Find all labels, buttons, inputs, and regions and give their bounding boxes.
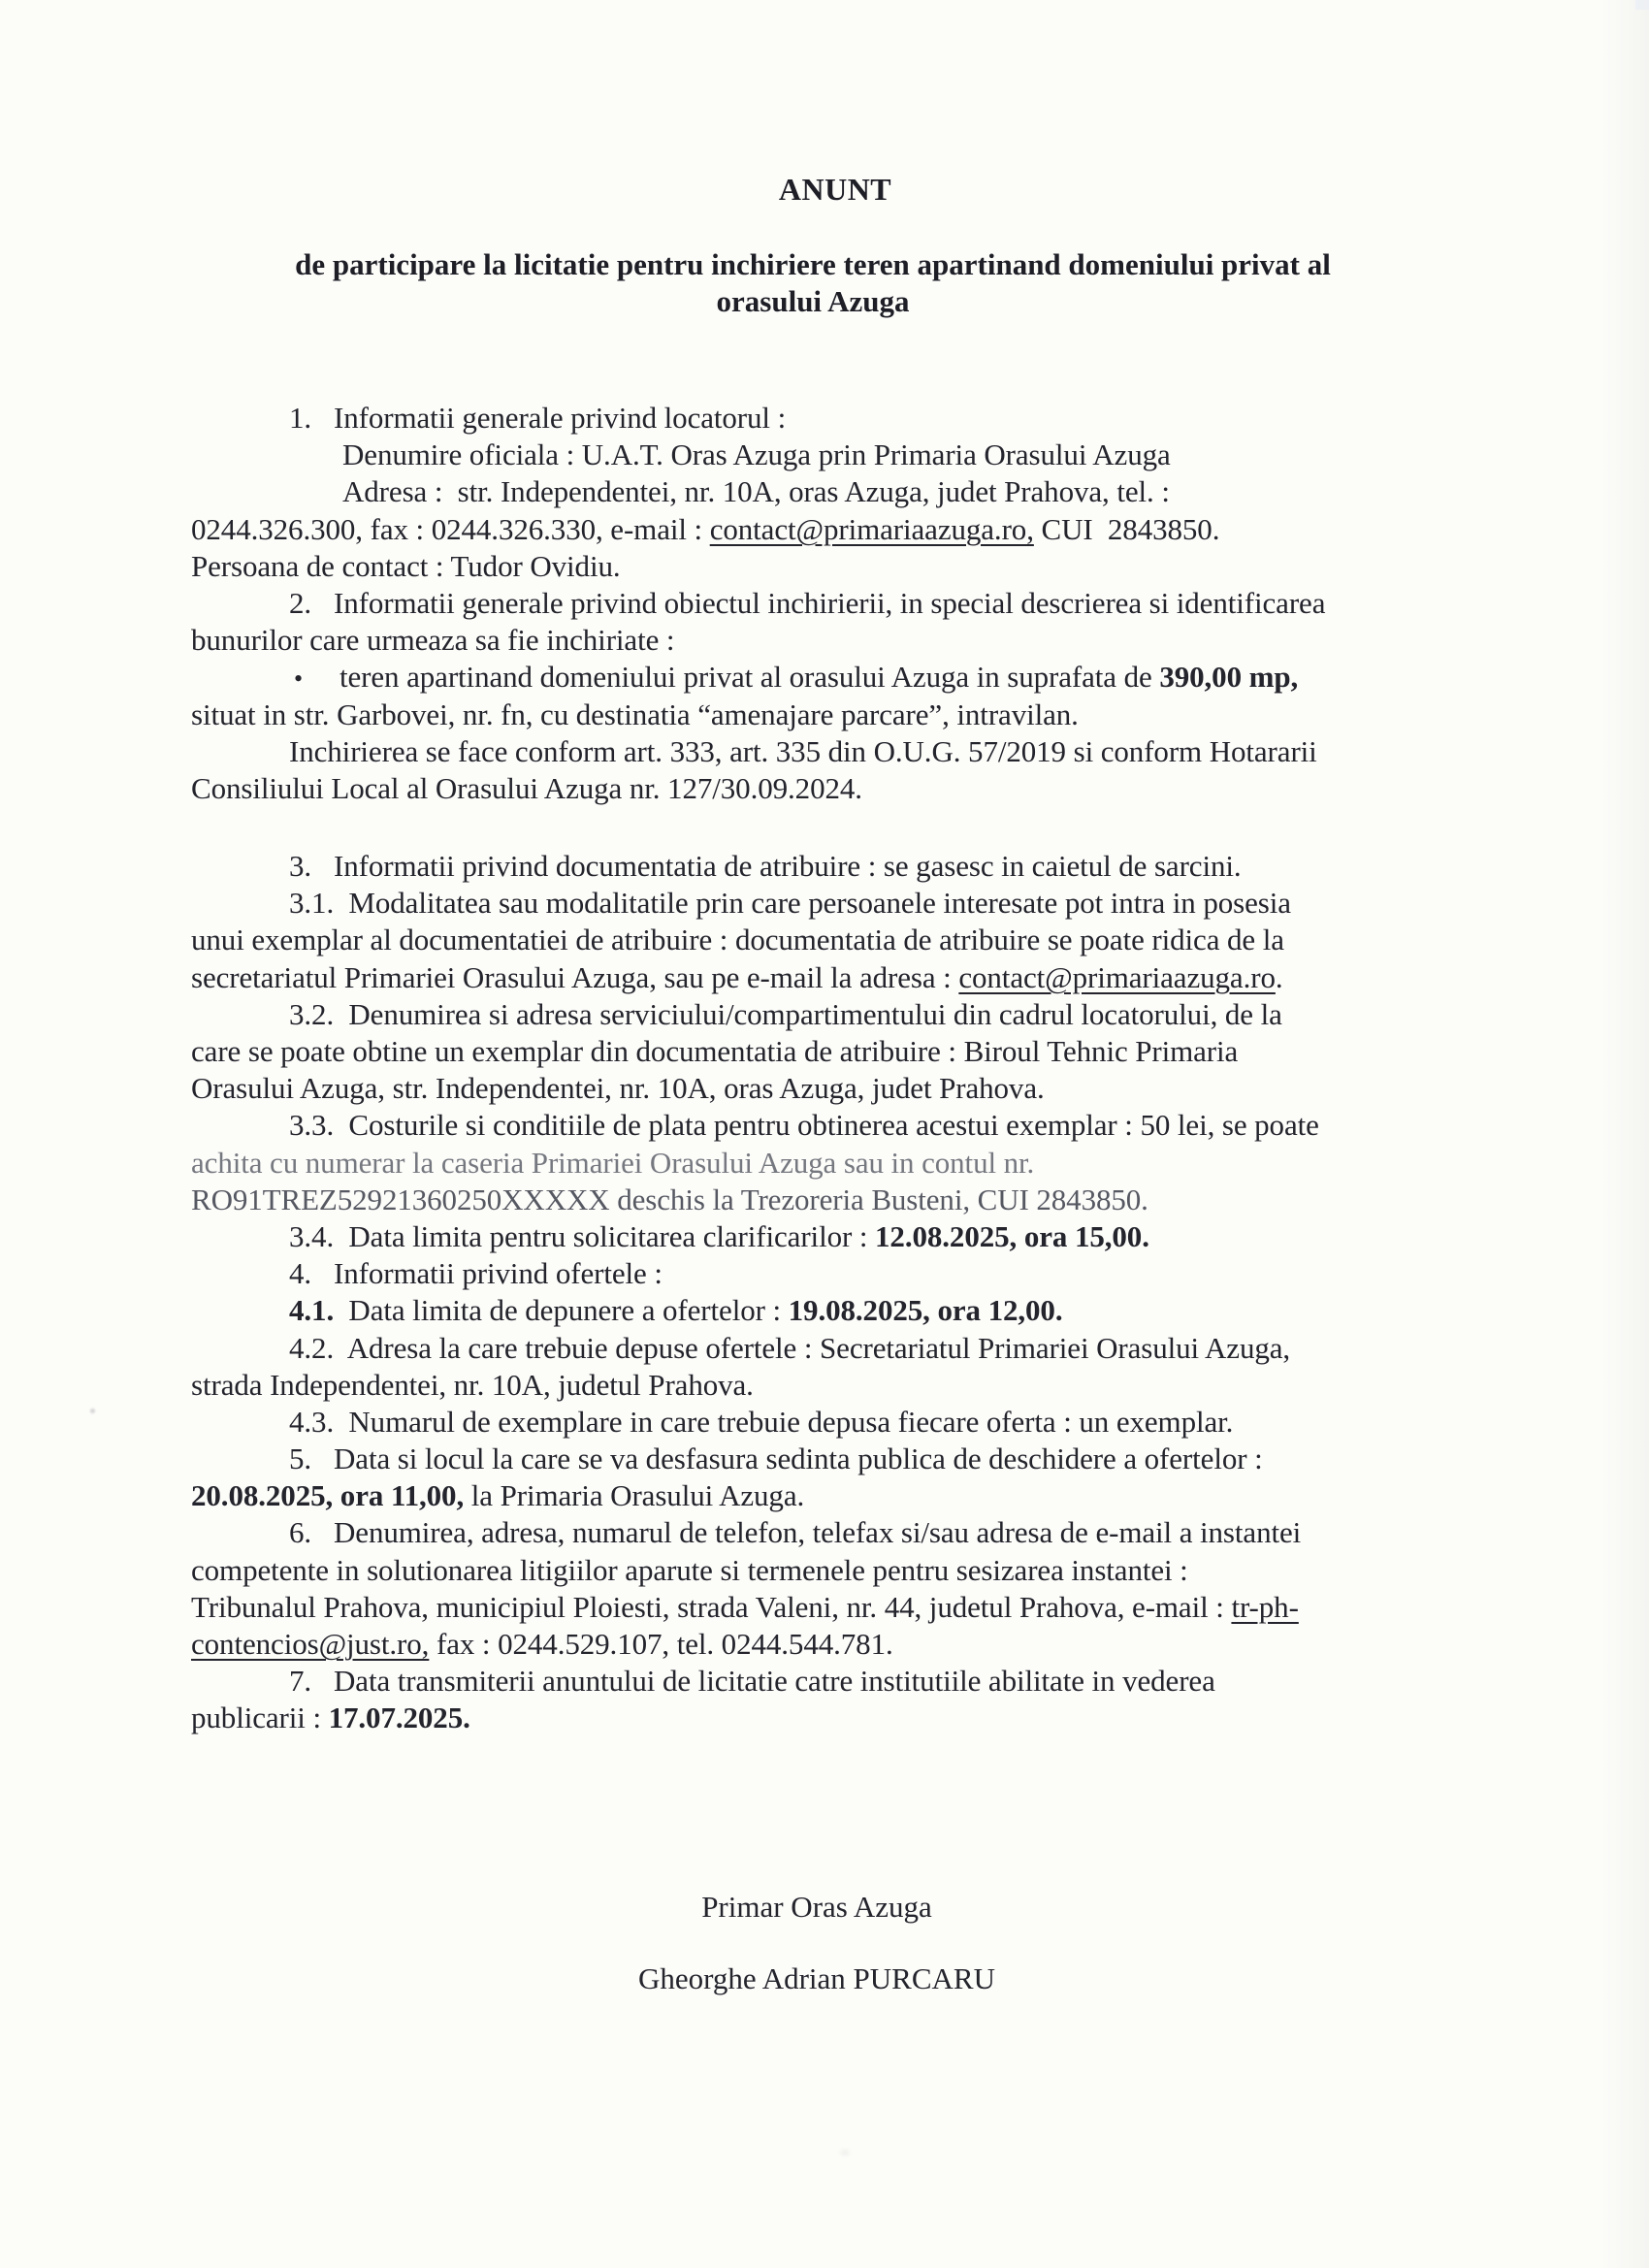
text-run: 3.4. Data limita pentru solicitarea clarificarilor :	[289, 1218, 876, 1253]
text-run: Persoana de contact : Tudor Ovidiu.	[191, 548, 621, 583]
text-run: Consiliului Local al Orasului Azuga nr. 127/30.09.2024.	[191, 770, 862, 805]
text-run: 5. Data si locul la care se va desfasura sedinta publica de deschidere a ofertelor :	[289, 1442, 1263, 1476]
text-run: 2. Informatii generale privind obiectul inchirierii, in special descrierea si identificarea	[289, 585, 1326, 620]
text-run: care se poate obtine un exemplar din documentatia de atribuire : Biroul Tehnic Primaria	[191, 1034, 1239, 1068]
doc-line	[191, 1145, 1442, 1182]
doc-line	[191, 1700, 1442, 1736]
doc-line	[191, 400, 1442, 437]
text-run: CUI 2843850.	[1033, 511, 1220, 546]
text-run: 4.1.	[289, 1293, 335, 1328]
doc-line	[191, 848, 1442, 885]
page-title: ANUNT	[778, 172, 892, 207]
text-run: 3. Informatii privind documentatia de atribuire : se gasesc in caietul de sarcini.	[289, 849, 1242, 884]
doc-line	[191, 1033, 1442, 1070]
title-block	[0, 0, 1649, 320]
doc-line	[191, 1552, 1442, 1589]
text-run: .	[1275, 959, 1283, 994]
doc-line	[191, 1107, 1442, 1144]
text-run: 12.08.2025, ora 15,00.	[875, 1218, 1149, 1253]
signature-name: Gheorghe Adrian PURCARU	[638, 1960, 995, 1995]
text-run: achita cu numerar la caseria Primariei Orasului Azuga sau in contul nr.	[191, 1145, 1035, 1180]
text-run: 20.08.2025, ora 11,00,	[191, 1478, 465, 1513]
doc-line	[191, 1626, 1442, 1663]
doc-line	[191, 1367, 1442, 1404]
text-run: 390,00 mp,	[1159, 660, 1299, 695]
doc-line	[191, 770, 1442, 807]
scan-artifact	[90, 1409, 95, 1413]
doc-line	[191, 1663, 1442, 1700]
doc-line	[191, 885, 1442, 922]
scan-edge-artifact	[1635, 0, 1649, 10]
doc-line	[191, 922, 1442, 958]
subtitle-line: orasului Azuga	[716, 284, 910, 318]
text-run: Tribunalul Prahova, municipiul Ploiesti, strada Valeni, nr. 44, judetul Prahova, e-mail :	[191, 1589, 1232, 1624]
doc-line	[191, 959, 1442, 996]
text-run: tr-ph-	[1231, 1589, 1299, 1624]
text-run: 1. Informatii generale privind locatorul :	[289, 401, 787, 435]
text-run: RO91TREZ52921360250XXXXX deschis la Trezoreria Busteni, CUI 2843850.	[191, 1182, 1148, 1216]
doc-line	[191, 622, 1442, 659]
doc-line	[191, 585, 1442, 622]
doc-line	[191, 437, 1442, 473]
text-run: 3.2. Denumirea si adresa serviciului/compartimentului din cadrul locatorului, de la	[289, 996, 1282, 1031]
text-run: 4.2. Adresa la care trebuie depuse ofertele : Secretariatul Primariei Orasului Azuga,	[289, 1330, 1291, 1365]
doc-line	[191, 1477, 1442, 1514]
text-run: 7. Data transmiterii anuntului de licitatie catre institutiile abilitate in vederea	[289, 1664, 1215, 1699]
text-run: 4. Informatii privind ofertele :	[289, 1256, 663, 1291]
text-run: strada Independentei, nr. 10A, judetul Prahova.	[191, 1367, 754, 1402]
doc-line	[191, 1182, 1442, 1218]
text-run: competente in solutionarea litigiilor aparute si termenele pentru sesizarea instantei :	[191, 1552, 1188, 1587]
doc-line	[191, 1589, 1442, 1626]
text-run: unui exemplar al documentatiei de atribuire : documentatia de atribuire se poate ridica de la	[191, 923, 1284, 957]
text-run: teren apartinand domeniului privat al orasului Azuga in suprafata de	[340, 660, 1160, 695]
text-run: publicarii :	[191, 1701, 329, 1735]
text-run: contact@primariaazuga.ro,	[709, 511, 1034, 546]
text-run: situat in str. Garbovei, nr. fn, cu destinatia “amenajare parcare”, intravilan.	[191, 697, 1079, 731]
doc-line	[191, 1292, 1442, 1329]
text-run: 4.3. Numarul de exemplare in care trebuie depusa fiecare oferta : un exemplar.	[289, 1404, 1234, 1439]
text-run: 0244.326.300, fax : 0244.326.330, e-mail :	[191, 511, 710, 546]
bullet-icon: •	[294, 664, 304, 694]
text-run: 3.3. Costurile si conditiile de plata pentru obtinerea acestui exemplar : 50 lei, se poate	[289, 1108, 1319, 1143]
subtitle-line: de participare la licitatie pentru inchiriere teren apartinand domeniului privat al	[295, 247, 1331, 281]
doc-line	[191, 1330, 1442, 1367]
text-run: 6. Denumirea, adresa, numarul de telefon, telefax si/sau adresa de e-mail a instantei	[289, 1515, 1302, 1550]
text-run: fax : 0244.529.107, tel. 0244.544.781.	[429, 1627, 893, 1661]
text-run: contact@primariaazuga.ro	[958, 959, 1276, 994]
doc-line	[191, 473, 1442, 510]
doc-line	[191, 1255, 1442, 1292]
page-subtitle	[0, 246, 1649, 320]
doc-line	[191, 1218, 1442, 1255]
doc-line	[191, 733, 1442, 770]
doc-line	[191, 697, 1442, 733]
text-run: Denumire oficiala : U.A.T. Oras Azuga prin Primaria Orasului Azuga	[342, 437, 1171, 472]
doc-line	[191, 996, 1442, 1033]
doc-line	[191, 548, 1442, 585]
text-run: contencios@just.ro,	[191, 1627, 430, 1661]
doc-line	[191, 1070, 1442, 1107]
text-run: Orasului Azuga, str. Independentei, nr. 10A, oras Azuga, judet Prahova.	[191, 1071, 1045, 1106]
signature-role: Primar Oras Azuga	[701, 1889, 932, 1924]
text-run: la Primaria Orasului Azuga.	[464, 1478, 805, 1513]
doc-line	[191, 1404, 1442, 1441]
text-run: secretariatul Primariei Orasului Azuga, sau pe e-mail la adresa :	[191, 959, 959, 994]
doc-line	[191, 511, 1442, 548]
text-run: Inchirierea se face conform art. 333, art. 335 din O.U.G. 57/2019 si conform Hotararii	[289, 733, 1317, 768]
doc-line	[191, 1514, 1442, 1551]
scan-artifact	[840, 2150, 850, 2155]
text-run: 17.07.2025.	[328, 1701, 470, 1735]
text-run: 19.08.2025, ora 12,00.	[788, 1293, 1063, 1328]
text-run: 3.1. Modalitatea sau modalitatile prin care persoanele interesate pot intra in posesia	[289, 886, 1291, 921]
signature-block	[191, 1889, 1543, 1997]
document-body	[191, 400, 1442, 1737]
text-run: bunurilor care urmeaza sa fie inchiriate :	[191, 623, 675, 658]
doc-line	[191, 1441, 1442, 1477]
doc-line	[191, 659, 1442, 696]
text-run: Data limita de depunere a ofertelor :	[334, 1293, 789, 1328]
text-run: Adresa : str. Independentei, nr. 10A, oras Azuga, judet Prahova, tel. :	[342, 474, 1170, 509]
